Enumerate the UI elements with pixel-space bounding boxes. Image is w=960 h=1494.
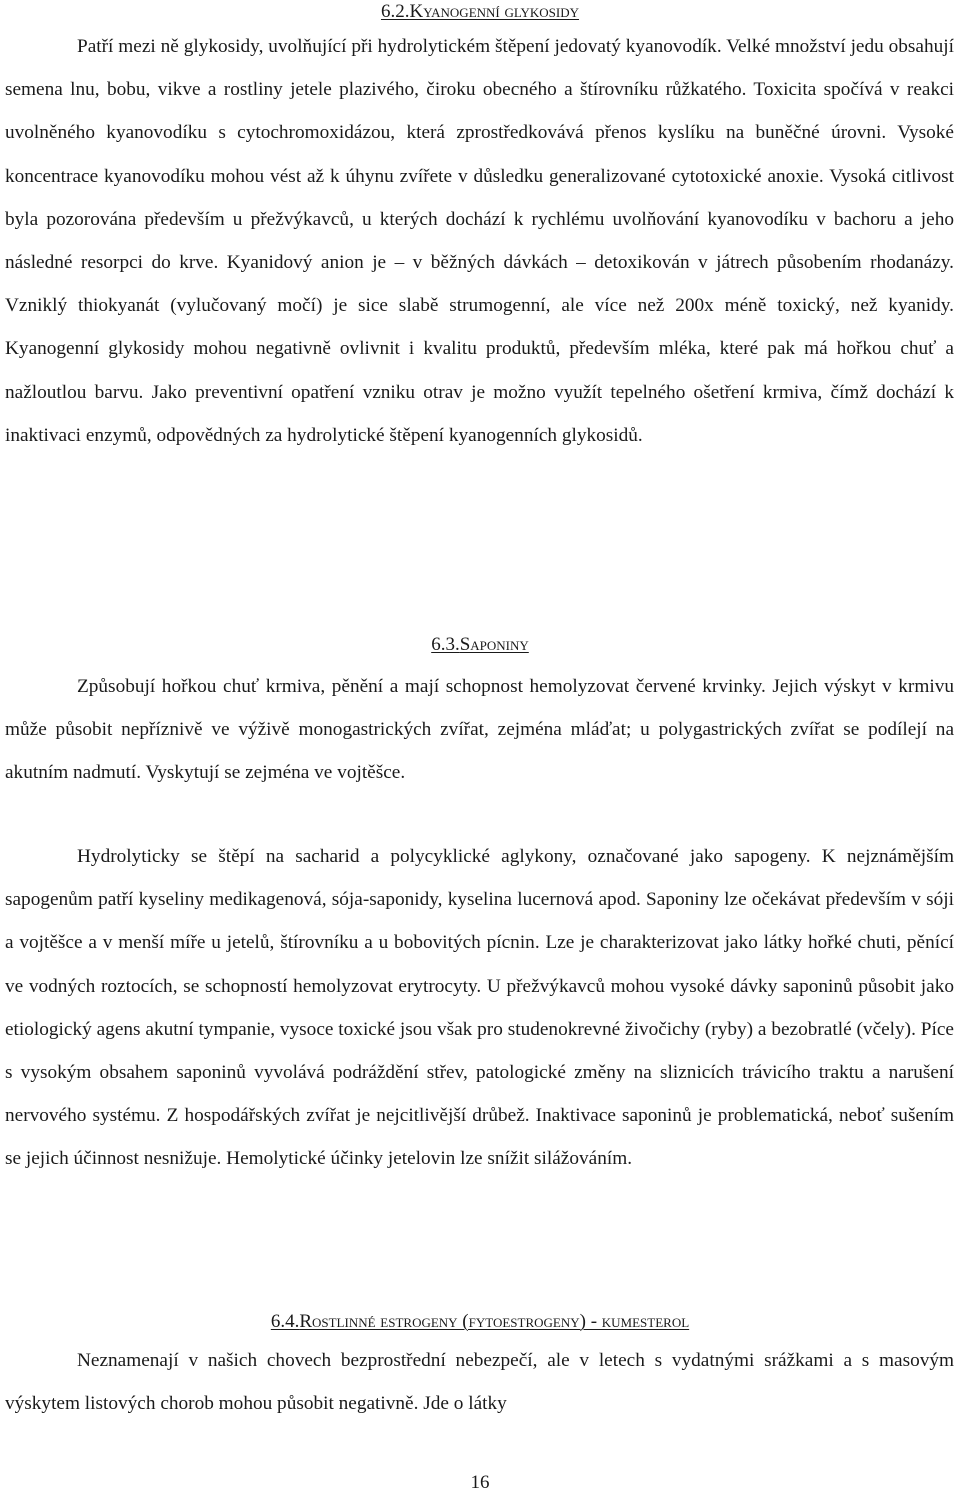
section-heading-6-4 <box>0 1310 960 1334</box>
section-title: Kyanogenní glykosidy <box>409 1 580 22</box>
section-title: Rostlinné estrogeny (fytoestrogeny) - kumesterol <box>299 1311 690 1332</box>
section-number: 6.4. <box>270 1311 300 1332</box>
section-title: Saponiny <box>459 634 529 655</box>
paragraph-saponiny-1: Způsobují hořkou chuť krmiva, pěnění a mají schopnost hemolyzovat červené krvinky. Jejich výskyt v krmivu může působit nepříznivě ve výživě monogastrických zvířat, zejména mláďat; u polygastrických zvířat se podílejí na akutním nadmutí. Vyskytují se zejména ve vojtěšce. <box>5 676 954 784</box>
section-heading-6-2 <box>0 0 960 24</box>
paragraph-kyanogenni-glykosidy: Patří mezi ně glykosidy, uvolňující při hydrolytickém štěpení jedovatý kyanovodík. Velké množství jedu obsahují semena lnu, bobu, vikve a rostliny jetele plazivého, čiroku obecného a štírovníku růžkatého. Toxicita spočívá v reakci uvolněného kyanovodíku s cytochromoxidázou, která zprostředkovává přenos kyslíku na buněčné úrovni. Vysoké koncentrace kyanovodíku mohou vést až k úhynu zvířete v důsledku generalizované cytotoxické anoxie. Vysoká citlivost byla pozorována především u přežvýkavců, u kterých dochází k rychlému uvolňování kyanovodíku v bachoru a jeho následné resorpci do krve. Kyanidový anion je – v běžných dávkách – detoxikován v játrech působením rhodanázy. Vzniklý thiokyanát (vylučovaný močí) je sice slabě strumogenní, ale více než 200x méně toxický, než kyanidy. Kyanogenní glykosidy mohou negativně ovlivnit i kvalitu produktů, především mléka, které pak má hořkou chuť a nažloutlou barvu. Jako preventivní opatření vzniku otrav je možno využít tepelného ošetření krmiva, čímž dochází k inaktivaci enzymů, odpovědných za hydrolytické štěpení kyanogenních glykosidů. <box>5 36 954 446</box>
section-number: 6.3. <box>431 634 460 655</box>
paragraph-saponiny-2: Hydrolyticky se štěpí na sacharid a polycyklické aglykony, označované jako sapogeny. K nejznámějším sapogenům patří kyseliny medikagenová, sója-saponidy, kyselina lucernová apod. Saponiny lze očekávat především v sóji a vojtěšce a v menší míře u jetelů, štírovníku a u bobovitých pícnin. Lze je charakterizovat jako látky hořké chuti, pěnící ve vodných roztocích, se schopností hemolyzovat erytrocyty. U přežvýkavců mohou vysoké dávky saponinů působit jako etiologický agens akutní tympanie, vysoce toxické jsou však pro studenokrevné živočichy (ryby) a bezobratlé (včely). Píce s vysokým obsahem saponinů vyvolává podráždění střev, patologické změny na sliznicích trávicího traktu a narušení nervového systému. Z hospodářských zvířat je nejcitlivější drůbež. Inaktivace saponinů je problematická, neboť sušením se jejich účinnost nesnižuje. Hemolytické účinky jetelovin lze snížit silážováním. <box>5 846 954 1170</box>
paragraph-rostlinne-estrogeny: Neznamenají v našich chovech bezprostřední nebezpečí, ale v letech s vydatnými srážkami a s masovým výskytem listových chorob mohou působit negativně. Jde o látky <box>5 1350 954 1415</box>
page-number: 16 <box>470 1472 490 1493</box>
section-heading-6-3 <box>0 633 960 657</box>
section-number: 6.2. <box>380 1 410 22</box>
